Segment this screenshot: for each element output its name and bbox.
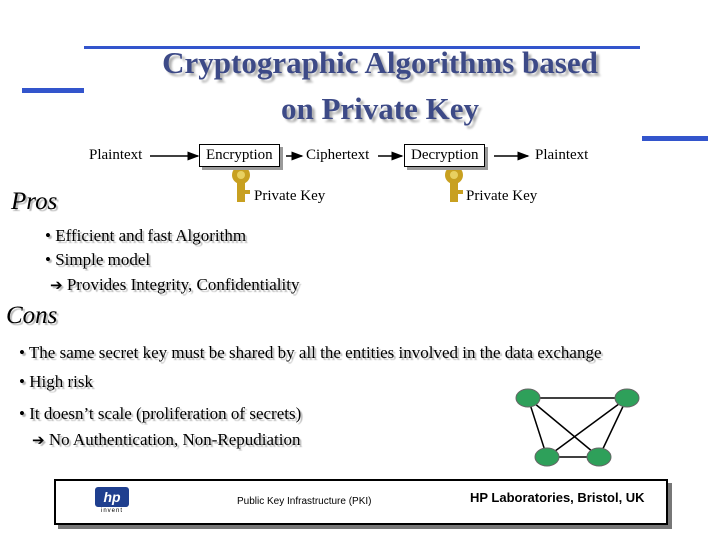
title-line-1: Cryptographic Algorithms based bbox=[162, 45, 598, 80]
cons-item-3: • It doesn’t scale (proliferation of secrets) bbox=[19, 404, 302, 423]
key-icon-right bbox=[445, 166, 463, 202]
network-node bbox=[587, 448, 611, 466]
title-line-2: on Private Key bbox=[280, 91, 479, 126]
decryption-box: Decryption bbox=[404, 144, 485, 167]
key-label-right: Private Key bbox=[466, 188, 538, 204]
key-label-left: Private Key bbox=[254, 188, 326, 204]
pros-heading: Pros bbox=[11, 188, 58, 215]
encryption-box: Encryption bbox=[199, 144, 280, 167]
footer-bar bbox=[54, 479, 668, 525]
flow-ciphertext: Ciphertext bbox=[306, 147, 370, 163]
network-node bbox=[516, 389, 540, 407]
flow-plaintext-out: Plaintext bbox=[535, 147, 589, 163]
key-icon-left bbox=[232, 166, 250, 202]
cons-heading: Cons bbox=[6, 302, 58, 329]
hp-logo bbox=[92, 487, 132, 517]
hp-logo-mark: hp bbox=[95, 487, 129, 507]
cons-item-1: • The same secret key must be shared by all the entities involved in the data exchange bbox=[19, 343, 602, 362]
network-node bbox=[615, 389, 639, 407]
footer-right-text: HP Laboratories, Bristol, UK bbox=[470, 490, 645, 505]
arrow-right-icon: ➔ bbox=[50, 276, 63, 294]
pros-consequence bbox=[50, 275, 299, 295]
pros-consequence-text: Provides Integrity, Confidentiality bbox=[66, 275, 300, 294]
pros-item-2: • Simple model bbox=[45, 250, 151, 269]
network-mesh-diagram bbox=[510, 385, 650, 470]
cons-consequence bbox=[32, 430, 300, 450]
pros-item-1: • Efficient and fast Algorithm bbox=[45, 226, 247, 245]
arrow-right-icon: ➔ bbox=[32, 431, 45, 449]
flow-plaintext-in: Plaintext bbox=[89, 147, 143, 163]
network-node bbox=[535, 448, 559, 466]
cons-consequence-text: No Authentication, Non-Repudiation bbox=[48, 430, 301, 449]
footer-center-text: Public Key Infrastructure (PKI) bbox=[237, 496, 372, 507]
hp-logo-sub: invent bbox=[100, 508, 123, 514]
cons-item-2: • High risk bbox=[19, 372, 93, 391]
